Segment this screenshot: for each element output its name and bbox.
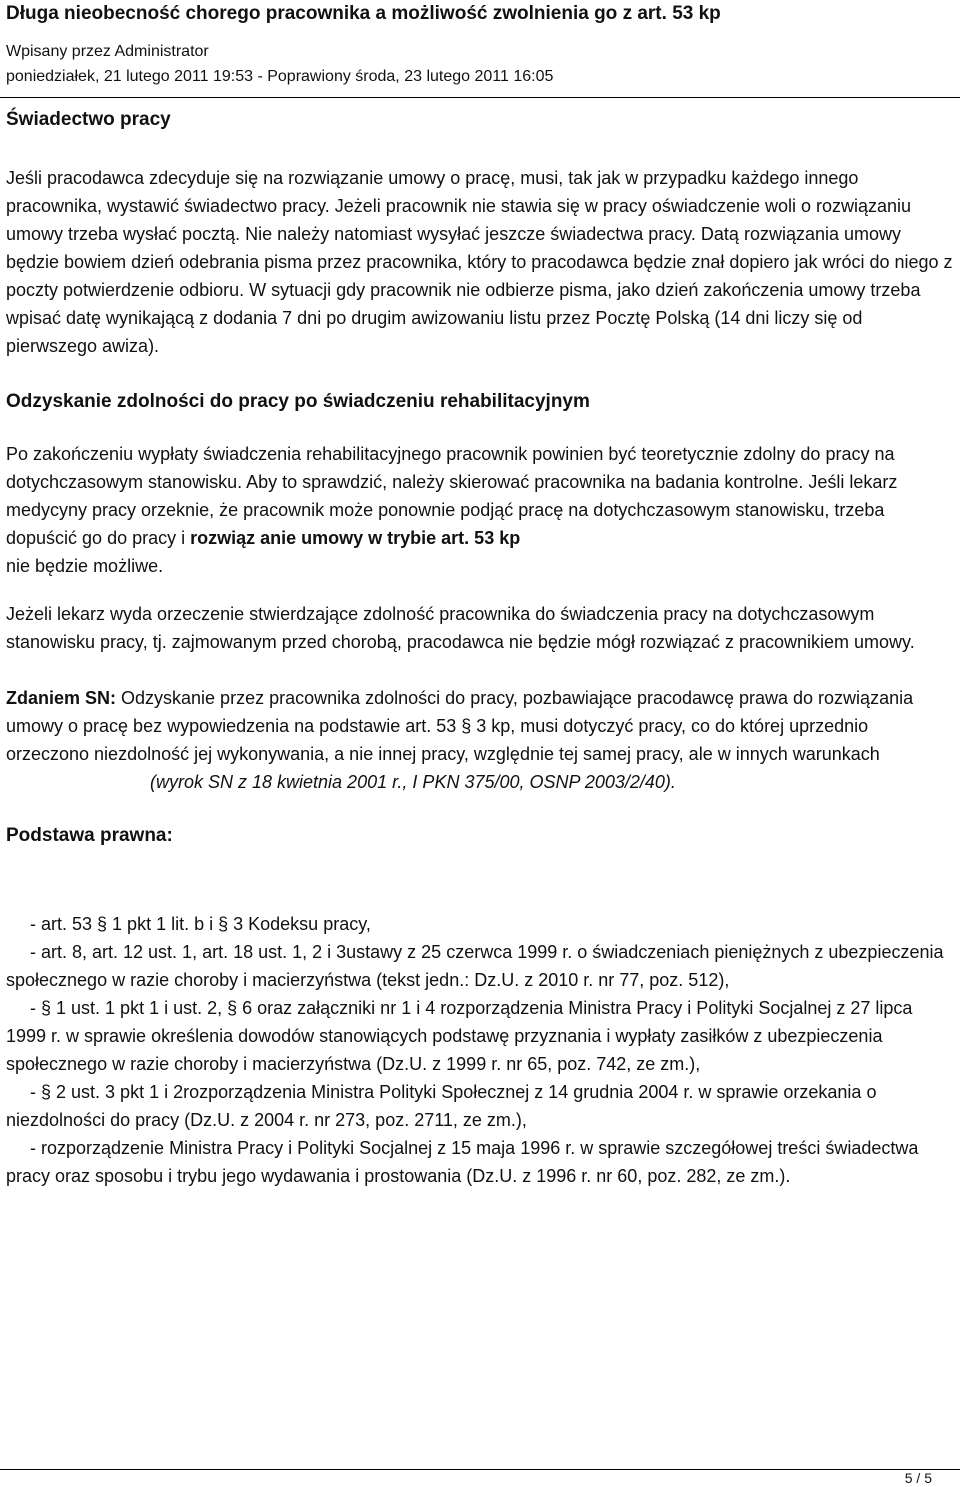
legal-basis-item [6,1134,956,1190]
article-header [0,0,960,98]
header-divider [0,97,960,98]
date-line: poniedziałek, 21 lutego 2011 19:53 - Poprawiony środa, 23 lutego 2011 16:05 [6,68,554,85]
section-sign: § [41,998,52,1018]
author-line: Wpisany przez Administrator [6,43,209,60]
citation-text: (wyrok SN z 18 kwietnia 2001 r., I PKN 375/00, OSNP 2003/2/40). [150,772,676,792]
section-sign: § [218,914,229,934]
item-text: 2 ust. 3 pkt 1 i 2rozporządzenia Ministra Polityki Społecznej z 14 grudnia 2004 r. w sprawie orzekania o niezdolności do pracy (Dz.U. z 2004 r. nr 273, poz. 2711, ze zm.), [6,1082,877,1130]
section-sign: § [461,716,472,736]
court-opinion-paragraph [6,684,956,796]
section-paragraph: Jeżeli lekarz wyda orzeczenie stwierdzające zdolność pracownika do świadczenia pracy na dotychczasowym stanowisku pracy, tj. zajmowanym przed chorobą, pracodawca nie będzie mógł rozwiązać z pracownikiem umowy. [6,604,915,652]
paragraph-text: 3 kp, musi dotyczyć pracy, co do której uprzednio orzeczono niezdolność jej wykonywania, a nie innej pracy, względnie tej samej pracy, ale w innych warunkach [6,716,880,764]
legal-basis-list [6,910,956,1190]
article-title: Długa nieobecność chorego pracownika a możliwość zwolnienia go z art. 53 kp [6,3,721,24]
footer-divider [0,1469,960,1470]
legal-basis-heading: Podstawa prawna: [6,825,173,846]
item-text: 1 pkt 1 lit. b i [107,914,219,934]
item-text: - rozporządzenie Ministra Pracy i Polityki Socjalnej z 15 maja 1996 r. w sprawie szczegółowej treści świadectwa pracy oraz sposobu i trybu jego wydawania i prostowania (Dz.U. z 1996 r. nr 60, poz. 282, ze zm.). [6,1138,919,1186]
legal-basis-item [6,1078,956,1134]
item-text: - art. 8, art. 12 ust. 1, art. 18 ust. 1, 2 i 3ustawy z 25 czerwca 1999 r. o świadczeniach pieniężnych z ubezpieczenia społecznego w razie choroby i macierzyństwa (tekst jedn.: Dz.U. z 2010 r. nr 77, poz. 512), [6,942,944,990]
item-text: - [30,1082,41,1102]
paragraph-text: nie będzie możliwe. [6,556,164,576]
legal-basis-item [6,994,956,1078]
section-paragraph: Jeśli pracodawca zdecyduje się na rozwiązanie umowy o pracę, musi, tak jak w przypadku każdego innego pracownika, wystawić świadectwo pracy. Jeżeli pracownik nie stawia się w pracy oświadczenie woli o rozwiązaniu umowy trzeba wysłać pocztą. Nie należy natomiast wysyłać jeszcze świadectwa pracy. Datą rozwiązania umowy będzie bowiem dzień odebrania pisma przez pracownika, który to pracodawca będzie znał dopiero jak wróci do niego z poczty potwierdzenie odbioru. W sytuacji gdy pracownik nie odbierze pisma, jako dzień zakończenia umowy trzeba wpisać datę wynikającą z dodania 7 dni po drugim awizowaniu listu przez Pocztę Polską (14 dni liczy się od pierwszego awiza). [6,168,953,356]
opinion-label: Zdaniem SN: [6,688,117,708]
emphasis-text: rozwiąz anie umowy w trybie art. 53 kp [190,528,521,548]
section-heading-odzyskanie: Odzyskanie zdolności do pracy po świadczeniu rehabilitacyjnym [6,391,590,412]
item-text: - [30,998,41,1018]
section-sign: § [97,914,108,934]
paragraph-text: Po zakończeniu wypłaty świadczenia rehabilitacyjnego pracownik powinien być teoretycznie zdolny do pracy na dotychczasowym stanowisku. Aby to sprawdzić, należy skierować pracownika na badania kontrolne. Jeśli lekarz medycyny pracy orzeknie, że pracownik może ponownie podjąć pracę na dotychczasowym stanowisku, trzeba dopuścić go do pracy i [6,444,898,548]
item-text: 1 ust. 1 pkt 1 i ust. 2, [51,998,228,1018]
article-body [6,108,956,1190]
section-heading-swiadectwo: Świadectwo pracy [6,109,171,130]
section-sign: § [41,1082,52,1102]
page-number: 5 / 5 [904,1470,932,1486]
section-sign: § [227,998,238,1018]
section-paragraph [6,440,956,580]
paragraph-text: Odzyskanie przez pracownika zdolności do pracy, pozbawiające pracodawcę prawa do rozwiązania umowy o pracę bez wypowiedzenia na podstawie art. 53 [6,688,914,736]
item-text: 6 oraz załączniki nr 1 i 4 rozporządzenia Ministra Pracy i Polityki Socjalnej z 27 lipca 1999 r. w sprawie określenia dowodów stanowiących podstawę przyznania i wypłaty zasiłków z ubezpieczenia społecznego w razie choroby i macierzyństwa (Dz.U. z 1999 r. nr 65, poz. 742, ze zm.), [6,998,913,1074]
legal-basis-item [6,910,956,938]
legal-basis-item [6,938,956,994]
item-text: - art. 53 [30,914,98,934]
item-text: 3 Kodeksu pracy, [228,914,371,934]
